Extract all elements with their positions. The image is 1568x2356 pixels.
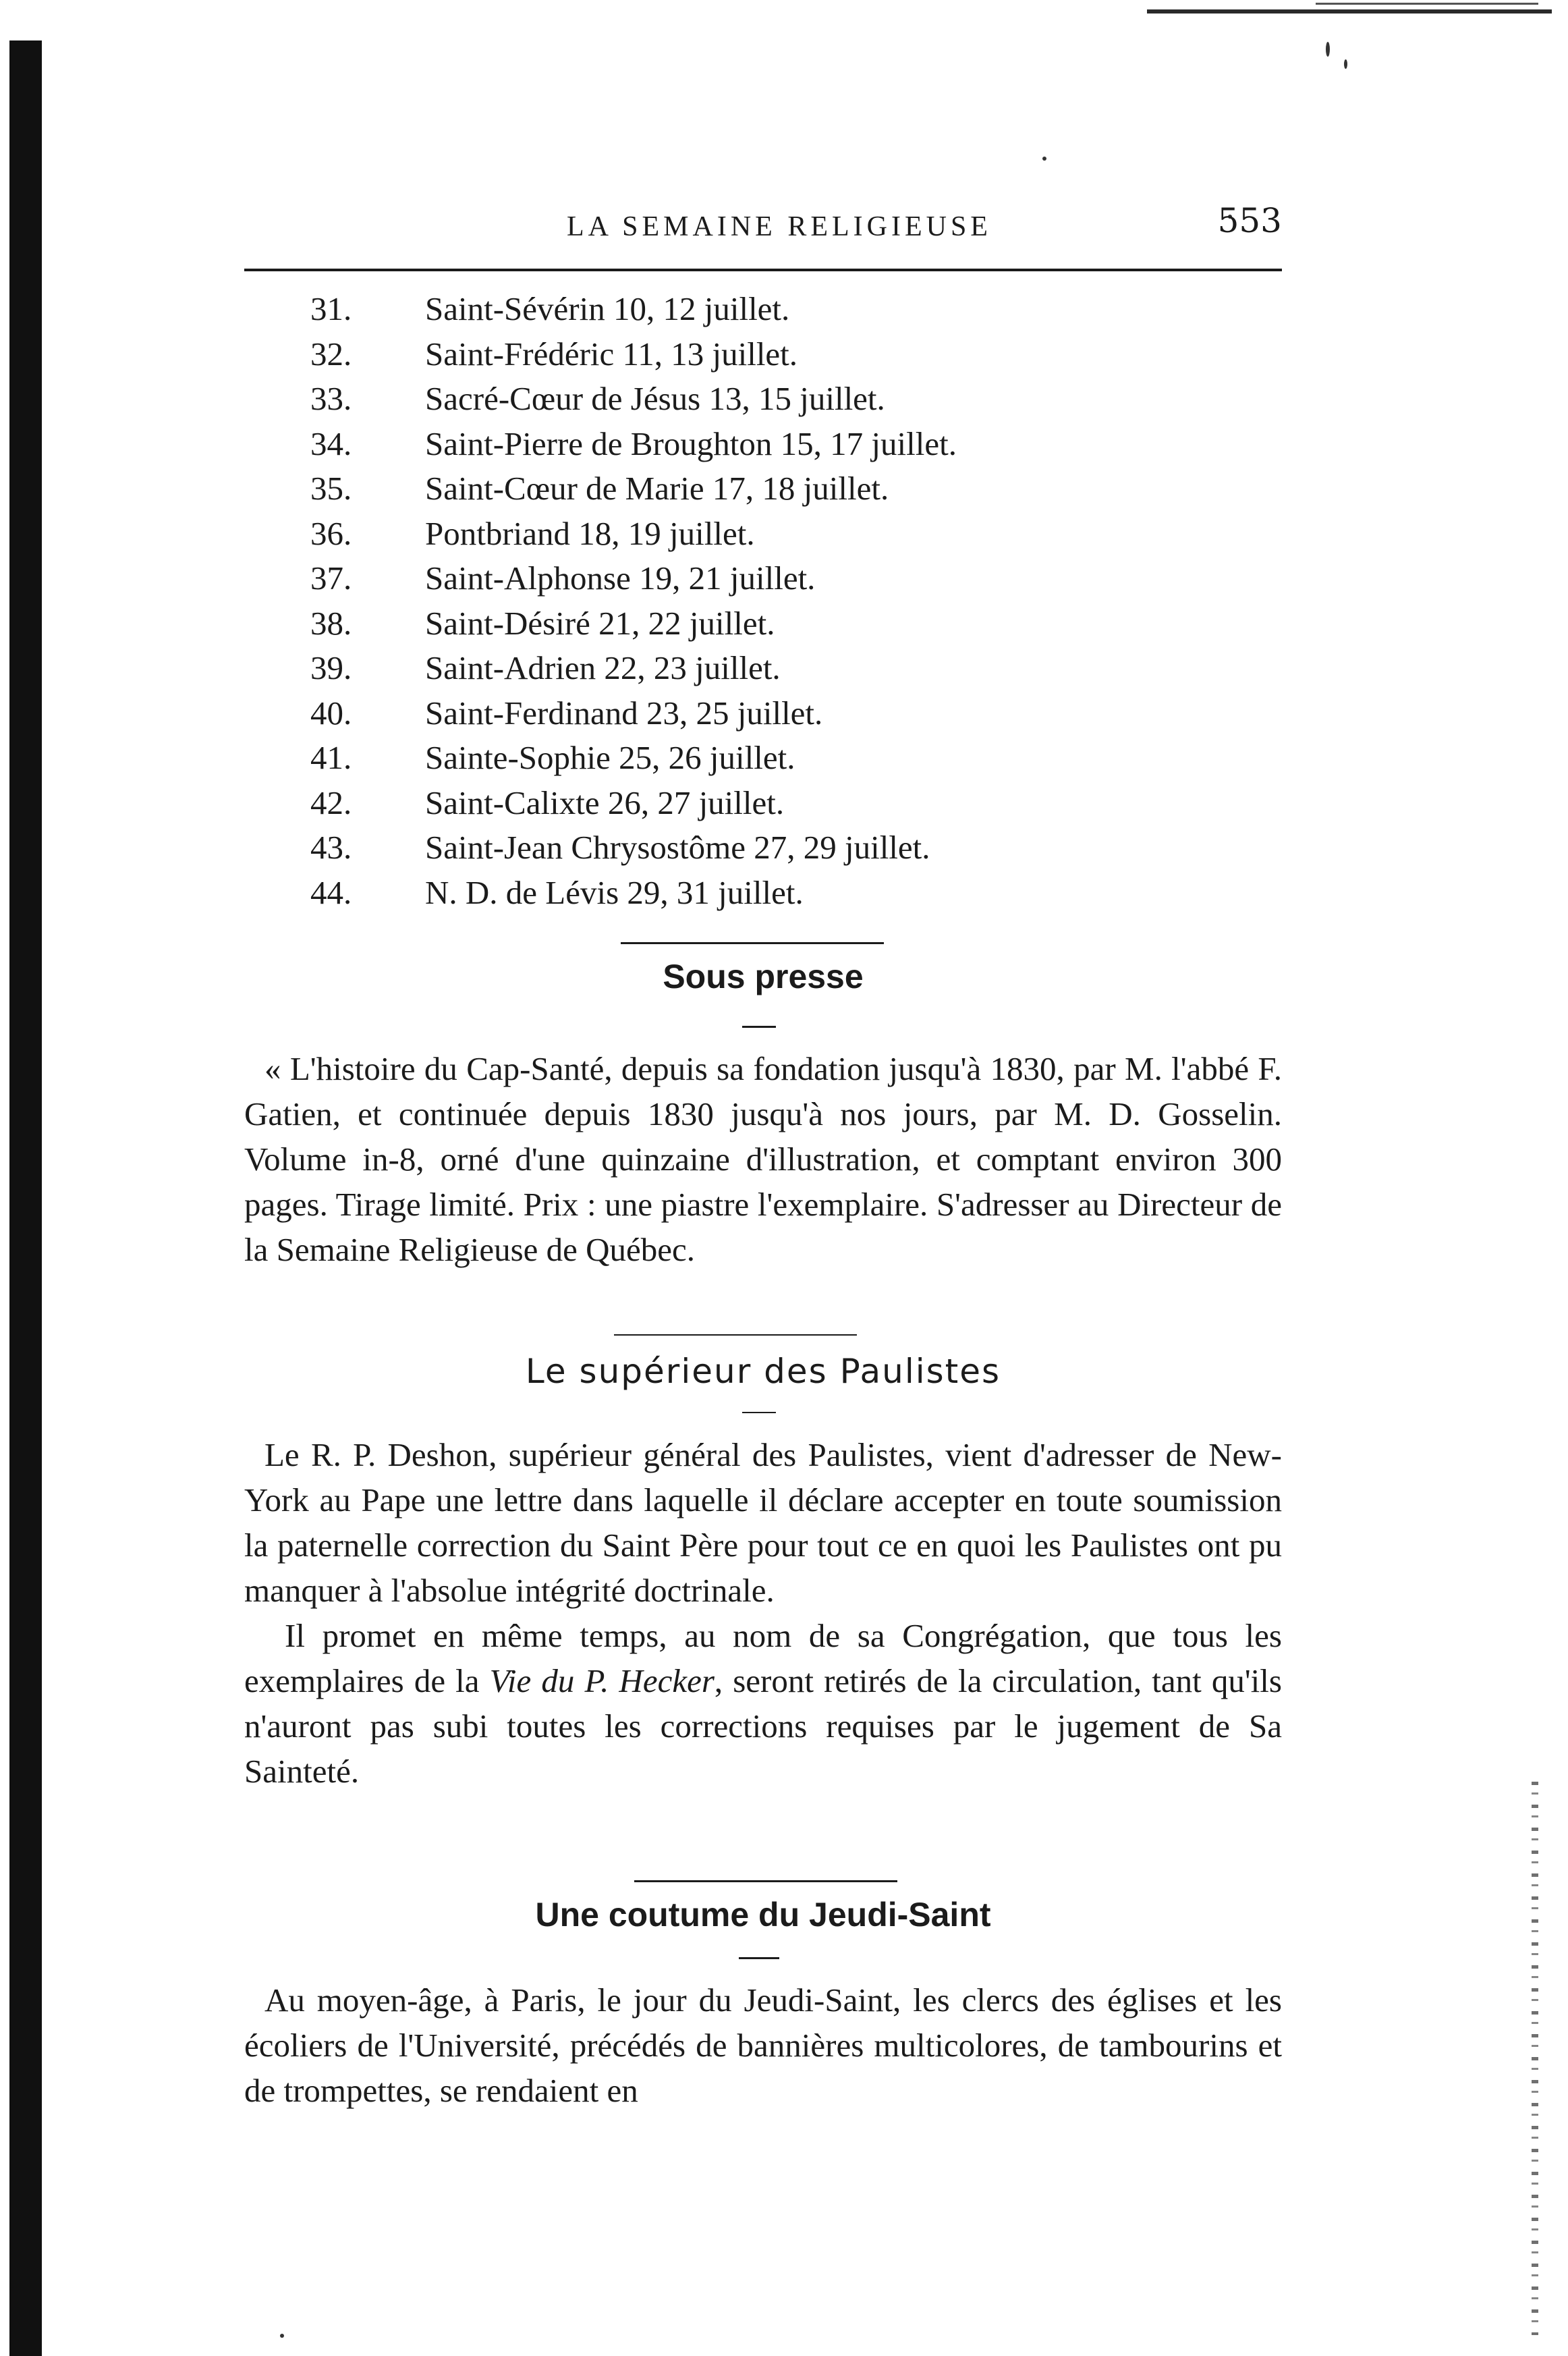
list-item: [310, 377, 1255, 422]
list-item: [310, 825, 1255, 871]
list-item-number: 34.: [310, 424, 352, 462]
list-item-number: 41.: [310, 739, 352, 776]
header-rule: [244, 269, 1282, 271]
list-item: [310, 512, 1255, 557]
list-item-number: 40.: [310, 694, 352, 732]
list-item: [310, 781, 1255, 826]
title-underline: [739, 1957, 779, 1959]
list-item-text: Saint-Cœur de Marie 17, 18 juillet.: [425, 470, 889, 507]
top-edge-mark: [1147, 9, 1552, 13]
list-item-number: 35.: [310, 470, 352, 507]
ink-speck: [1326, 42, 1330, 57]
running-head: [243, 196, 1282, 250]
list-item-text: Pontbriand 18, 19 juillet.: [425, 514, 755, 552]
list-item-number: 31.: [310, 290, 352, 327]
list-item-text: Saint-Jean Chrysostôme 27, 29 juillet.: [425, 829, 930, 866]
section-title-sous-presse: Sous presse: [663, 958, 864, 995]
list-item-number: 43.: [310, 829, 352, 866]
ink-speck: [1042, 157, 1046, 161]
list-item-number: 42.: [310, 784, 352, 821]
section-title-jeudi-saint: Une coutume du Jeudi-Saint: [535, 1896, 991, 1934]
binding-shadow: [9, 40, 42, 2356]
paragraph-text: [244, 1613, 1282, 1794]
list-item-number: 32.: [310, 335, 352, 373]
list-item-number: 37.: [310, 559, 352, 597]
page-number: 553: [1217, 201, 1282, 240]
paulistes-paragraphs: [244, 1432, 1282, 1794]
paragraph-text: Au moyen-âge, à Paris, le jour du Jeudi-Saint, les clercs des églises et les écoliers de l'Université, précédés de bannières multicolores, de tambourins et de trompettes, se rendaient en: [244, 1981, 1282, 2109]
list-item: [310, 556, 1255, 601]
list-item-text: Saint-Adrien 22, 23 juillet.: [425, 649, 781, 686]
list-item-text: Sacré-Cœur de Jésus 13, 15 juillet.: [425, 380, 885, 417]
list-item: [310, 466, 1255, 512]
paragraph-text: Le R. P. Deshon, supérieur général des Paulistes, vient d'adresser de New-York au Pape une lettre dans laquelle il déclare accepter en toute soumission la paternelle correction du Saint Père pour tout ce en quoi les Paulistes ont pu manquer à l'absolue intégrité doctrinale.: [244, 1436, 1282, 1609]
section-divider: [634, 1880, 897, 1882]
ink-speck: [280, 2334, 284, 2338]
list-item: [310, 871, 1255, 916]
list-item: [310, 332, 1255, 377]
title-underline: [742, 1026, 776, 1028]
list-item-text: Sainte-Sophie 25, 26 juillet.: [425, 739, 795, 776]
list-item-number: 39.: [310, 649, 352, 686]
section-divider: [614, 1334, 857, 1336]
book-title: Vie du P. Hecker: [489, 1662, 715, 1699]
list-item-number: 44.: [310, 873, 352, 911]
list-item-number: 33.: [310, 380, 352, 417]
list-item-text: Saint-Calixte 26, 27 juillet.: [425, 784, 785, 821]
edge-noise: [1532, 1782, 1538, 2335]
list-item: [310, 287, 1255, 332]
paragraph-text: « L'histoire du Cap-Santé, depuis sa fondation jusqu'à 1830, par M. l'abbé F. Gatien, et continuée depuis 1830 jusqu'à nos jours, par M. D. Gosselin. Volume in-8, orné d'une quinzaine d'illustration, et comptant environ 300 pages. Tirage limité. Prix : une piastre l'exemplaire. S'adresser au Directeur de la Semaine Religieuse de Québec.: [244, 1050, 1282, 1268]
title-underline: [742, 1412, 776, 1413]
list-item-text: Saint-Ferdinand 23, 25 juillet.: [425, 694, 823, 732]
list-item: [310, 646, 1255, 691]
list-item: [310, 736, 1255, 781]
list-item-text: Saint-Pierre de Broughton 15, 17 juillet.: [425, 424, 957, 462]
list-item: [310, 601, 1255, 647]
paragraph-text-part: Il promet en même temps, au nom de sa Congrégation, que tous les exemplaires de la: [244, 1617, 1282, 1699]
section-title-paulistes: Le supérieur des Paulistes: [525, 1352, 1001, 1391]
top-edge-mark-thin: [1316, 3, 1538, 5]
list-item: [310, 691, 1255, 736]
list-item-text: Saint-Frédéric 11, 13 juillet.: [425, 335, 798, 373]
sous-presse-paragraph: [244, 1046, 1282, 1272]
list-item: [310, 422, 1255, 467]
section-divider: [621, 942, 884, 944]
ink-speck: [1344, 59, 1347, 69]
list-item-number: 36.: [310, 514, 352, 552]
running-title: LA SEMAINE RELIGIEUSE: [567, 211, 992, 242]
jeudi-saint-paragraph: [244, 1977, 1282, 2113]
list-item-text: Saint-Désiré 21, 22 juillet.: [425, 604, 775, 642]
list-item-text: N. D. de Lévis 29, 31 juillet.: [425, 873, 804, 911]
list-item-text: Saint-Sévérin 10, 12 juillet.: [425, 290, 790, 327]
list-item-text: Saint-Alphonse 19, 21 juillet.: [425, 559, 816, 597]
paragraph-text-part: , seront retirés de la circulation, tant qu'ils n'auront pas subi toutes les corrections requises par le jugement de Sa Sainteté.: [244, 1662, 1282, 1790]
list-item-number: 38.: [310, 604, 352, 642]
parish-list: [310, 287, 1255, 915]
